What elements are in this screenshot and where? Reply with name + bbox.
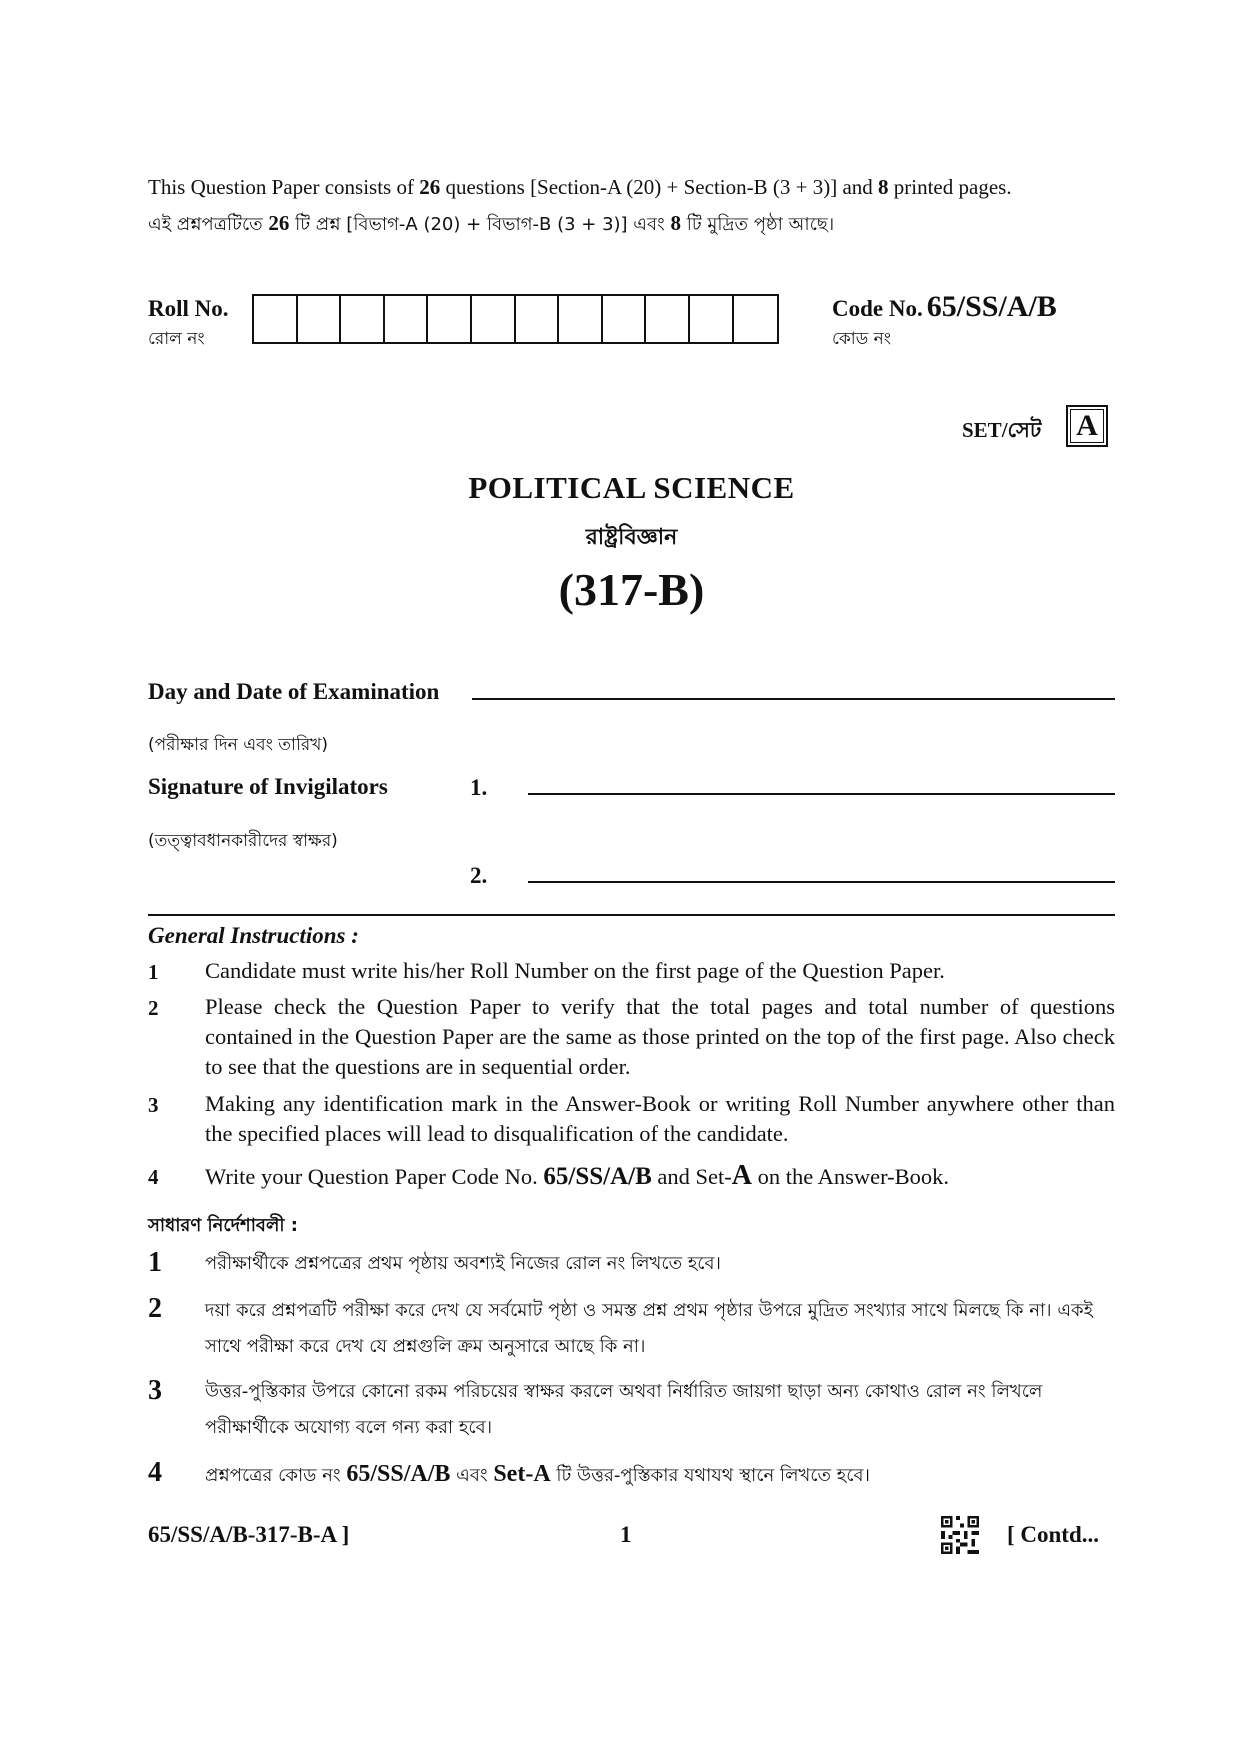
exam-date-label: Day and Date of Examination xyxy=(148,679,440,704)
subject-title-bn: রাষ্ট্রবিজ্ঞান xyxy=(585,525,678,550)
instruction-text: Candidate must write his/her Roll Number on the first page of the Question Paper. xyxy=(205,958,945,983)
info-text: questions [Section-A (20) + Section-B (3 + 3)] and xyxy=(440,175,879,199)
info-text: printed pages. xyxy=(888,175,1012,199)
page-count-bn: 8 xyxy=(670,211,681,235)
signature-1-number: 1. xyxy=(470,775,488,800)
roll-digit-box[interactable] xyxy=(690,296,734,342)
roll-digit-box[interactable] xyxy=(254,296,298,342)
signature-2-number: 2. xyxy=(470,863,488,888)
code-number-label: Code No. xyxy=(832,296,923,321)
question-paper-info-bn xyxy=(148,210,834,241)
instruction-set-bn: Set-A xyxy=(493,1461,551,1487)
roll-digit-box[interactable] xyxy=(516,296,560,342)
instruction-number-bn: 4 xyxy=(148,1457,162,1488)
subject-title: POLITICAL SCIENCE xyxy=(468,470,795,505)
roll-number-boxes[interactable] xyxy=(252,294,779,344)
signature-1-line[interactable] xyxy=(528,793,1115,795)
page-number: 1 xyxy=(620,1522,632,1547)
question-count-bn: 26 xyxy=(268,211,290,235)
signature-2-line[interactable] xyxy=(528,881,1115,883)
instruction-set: A xyxy=(731,1160,752,1191)
roll-digit-box[interactable] xyxy=(385,296,429,342)
instruction-text-part-bn: এবং xyxy=(450,1465,494,1486)
roll-number-label-bn: রোল নং xyxy=(148,329,205,349)
roll-digit-box[interactable] xyxy=(341,296,385,342)
signature-label-bn: (তত্ত্বাবধানকারীদের স্বাক্ষর) xyxy=(148,831,338,851)
general-instructions-title: General Instructions : xyxy=(148,923,359,948)
code-number-label-bn: কোড নং xyxy=(832,329,892,349)
continued-label: [ Contd... xyxy=(1007,1522,1100,1547)
code-number xyxy=(832,290,1057,324)
roll-digit-box[interactable] xyxy=(472,296,516,342)
instruction-text: Making any identification mark in the Answer-Book or writing Roll Number anywhere other than the specified places will lead to disqualification of the candidate. xyxy=(205,1091,1115,1146)
roll-digit-box[interactable] xyxy=(428,296,472,342)
question-count: 26 xyxy=(419,175,441,199)
instruction-text xyxy=(205,1161,1115,1192)
general-instructions-title-bn: সাধারণ নির্দেশাবলী : xyxy=(148,1215,298,1236)
instruction-number-bn: 2 xyxy=(148,1293,162,1324)
instruction-text-bn xyxy=(205,1456,1115,1494)
roll-digit-box[interactable] xyxy=(603,296,647,342)
instruction-text-part: and Set- xyxy=(651,1164,732,1189)
roll-digit-box[interactable] xyxy=(646,296,690,342)
instruction-number: 2 xyxy=(148,996,159,1020)
roll-digit-box[interactable] xyxy=(559,296,603,342)
instruction-text-bn: পরীক্ষার্থীকে প্রশ্নপত্রের প্রথম পৃষ্ঠায় অবশ্যই নিজের রোল নং লিখতে হবে। xyxy=(205,1253,721,1274)
exam-date-label-bn: (পরীক্ষার দিন এবং তারিখ) xyxy=(148,735,329,755)
info-text: This Question Paper consists of xyxy=(148,175,420,199)
instruction-text-part: Write your Question Paper Code No. xyxy=(205,1164,544,1189)
roll-digit-box[interactable] xyxy=(298,296,342,342)
instruction-text-bn: দয়া করে প্রশ্নপত্রটি পরীক্ষা করে দেখ যে সর্বমোট পৃষ্ঠা ও সমস্ত প্রশ্ন প্রথম পৃষ্ঠার উপরে মুদ্রিত সংখ্যার সাথে মিলছে কি না। একই সাথে পরীক্ষা করে দেখ যে প্রশ্নগুলি ক্রম অনুসারে আছে কি না। xyxy=(205,1300,1093,1357)
roll-digit-box[interactable] xyxy=(734,296,778,342)
signature-label: Signature of Invigilators xyxy=(148,774,388,799)
code-number-value: 65/SS/A/B xyxy=(926,290,1057,323)
instruction-number: 1 xyxy=(148,960,159,984)
paper-code: (317-B) xyxy=(558,564,705,615)
instruction-code-bn: 65/SS/A/B xyxy=(346,1461,451,1487)
qr-code-icon xyxy=(940,1516,980,1554)
info-text-bn: টি মুদ্রিত পৃষ্ঠা আছে। xyxy=(680,214,835,235)
set-label: SET/সেট xyxy=(962,418,1042,442)
instruction-text-part: on the Answer-Book. xyxy=(752,1164,950,1189)
instruction-text-part-bn: প্রশ্নপত্রের কোড নং xyxy=(205,1465,347,1486)
instruction-number: 3 xyxy=(148,1093,159,1117)
set-box xyxy=(1066,405,1108,447)
info-text-bn: টি প্রশ্ন [বিভাগ-A (20) + বিভাগ-B (3 + 3)] এবং xyxy=(289,214,671,235)
instruction-code: 65/SS/A/B xyxy=(543,1163,652,1190)
section-divider xyxy=(148,914,1115,916)
instruction-number-bn: 1 xyxy=(148,1247,162,1278)
footer-paper-code: 65/SS/A/B-317-B-A ] xyxy=(148,1522,350,1547)
instruction-text-part-bn: টি উত্তর-পুস্তিকার যথাযথ স্থানে লিখতে হবে। xyxy=(550,1465,870,1486)
instruction-number-bn: 3 xyxy=(148,1375,162,1406)
info-text-bn: এই প্রশ্নপত্রটিতে xyxy=(148,214,269,235)
set-value: A xyxy=(1070,409,1104,443)
roll-number-label: Roll No. xyxy=(148,296,229,321)
instruction-text: Please check the Question Paper to verify that the total pages and total number of questions contained in the Question Paper are the same as those printed on the top of the first page. Also check to see that the questions are in sequential order. xyxy=(205,994,1115,1079)
instruction-text-bn: উত্তর-পুস্তিকার উপরে কোনো রকম পরিচয়ের স্বাক্ষর করলে অথবা নির্ধারিত জায়গা ছাড়া অন্য কোথাও রোল নং লিখলে পরীক্ষার্থীকে অযোগ্য বলে গন্য করা হবে। xyxy=(205,1381,1043,1438)
page-count: 8 xyxy=(878,175,889,199)
exam-date-line[interactable] xyxy=(472,698,1115,700)
question-paper-info xyxy=(148,175,1012,200)
instruction-number: 4 xyxy=(148,1165,159,1189)
